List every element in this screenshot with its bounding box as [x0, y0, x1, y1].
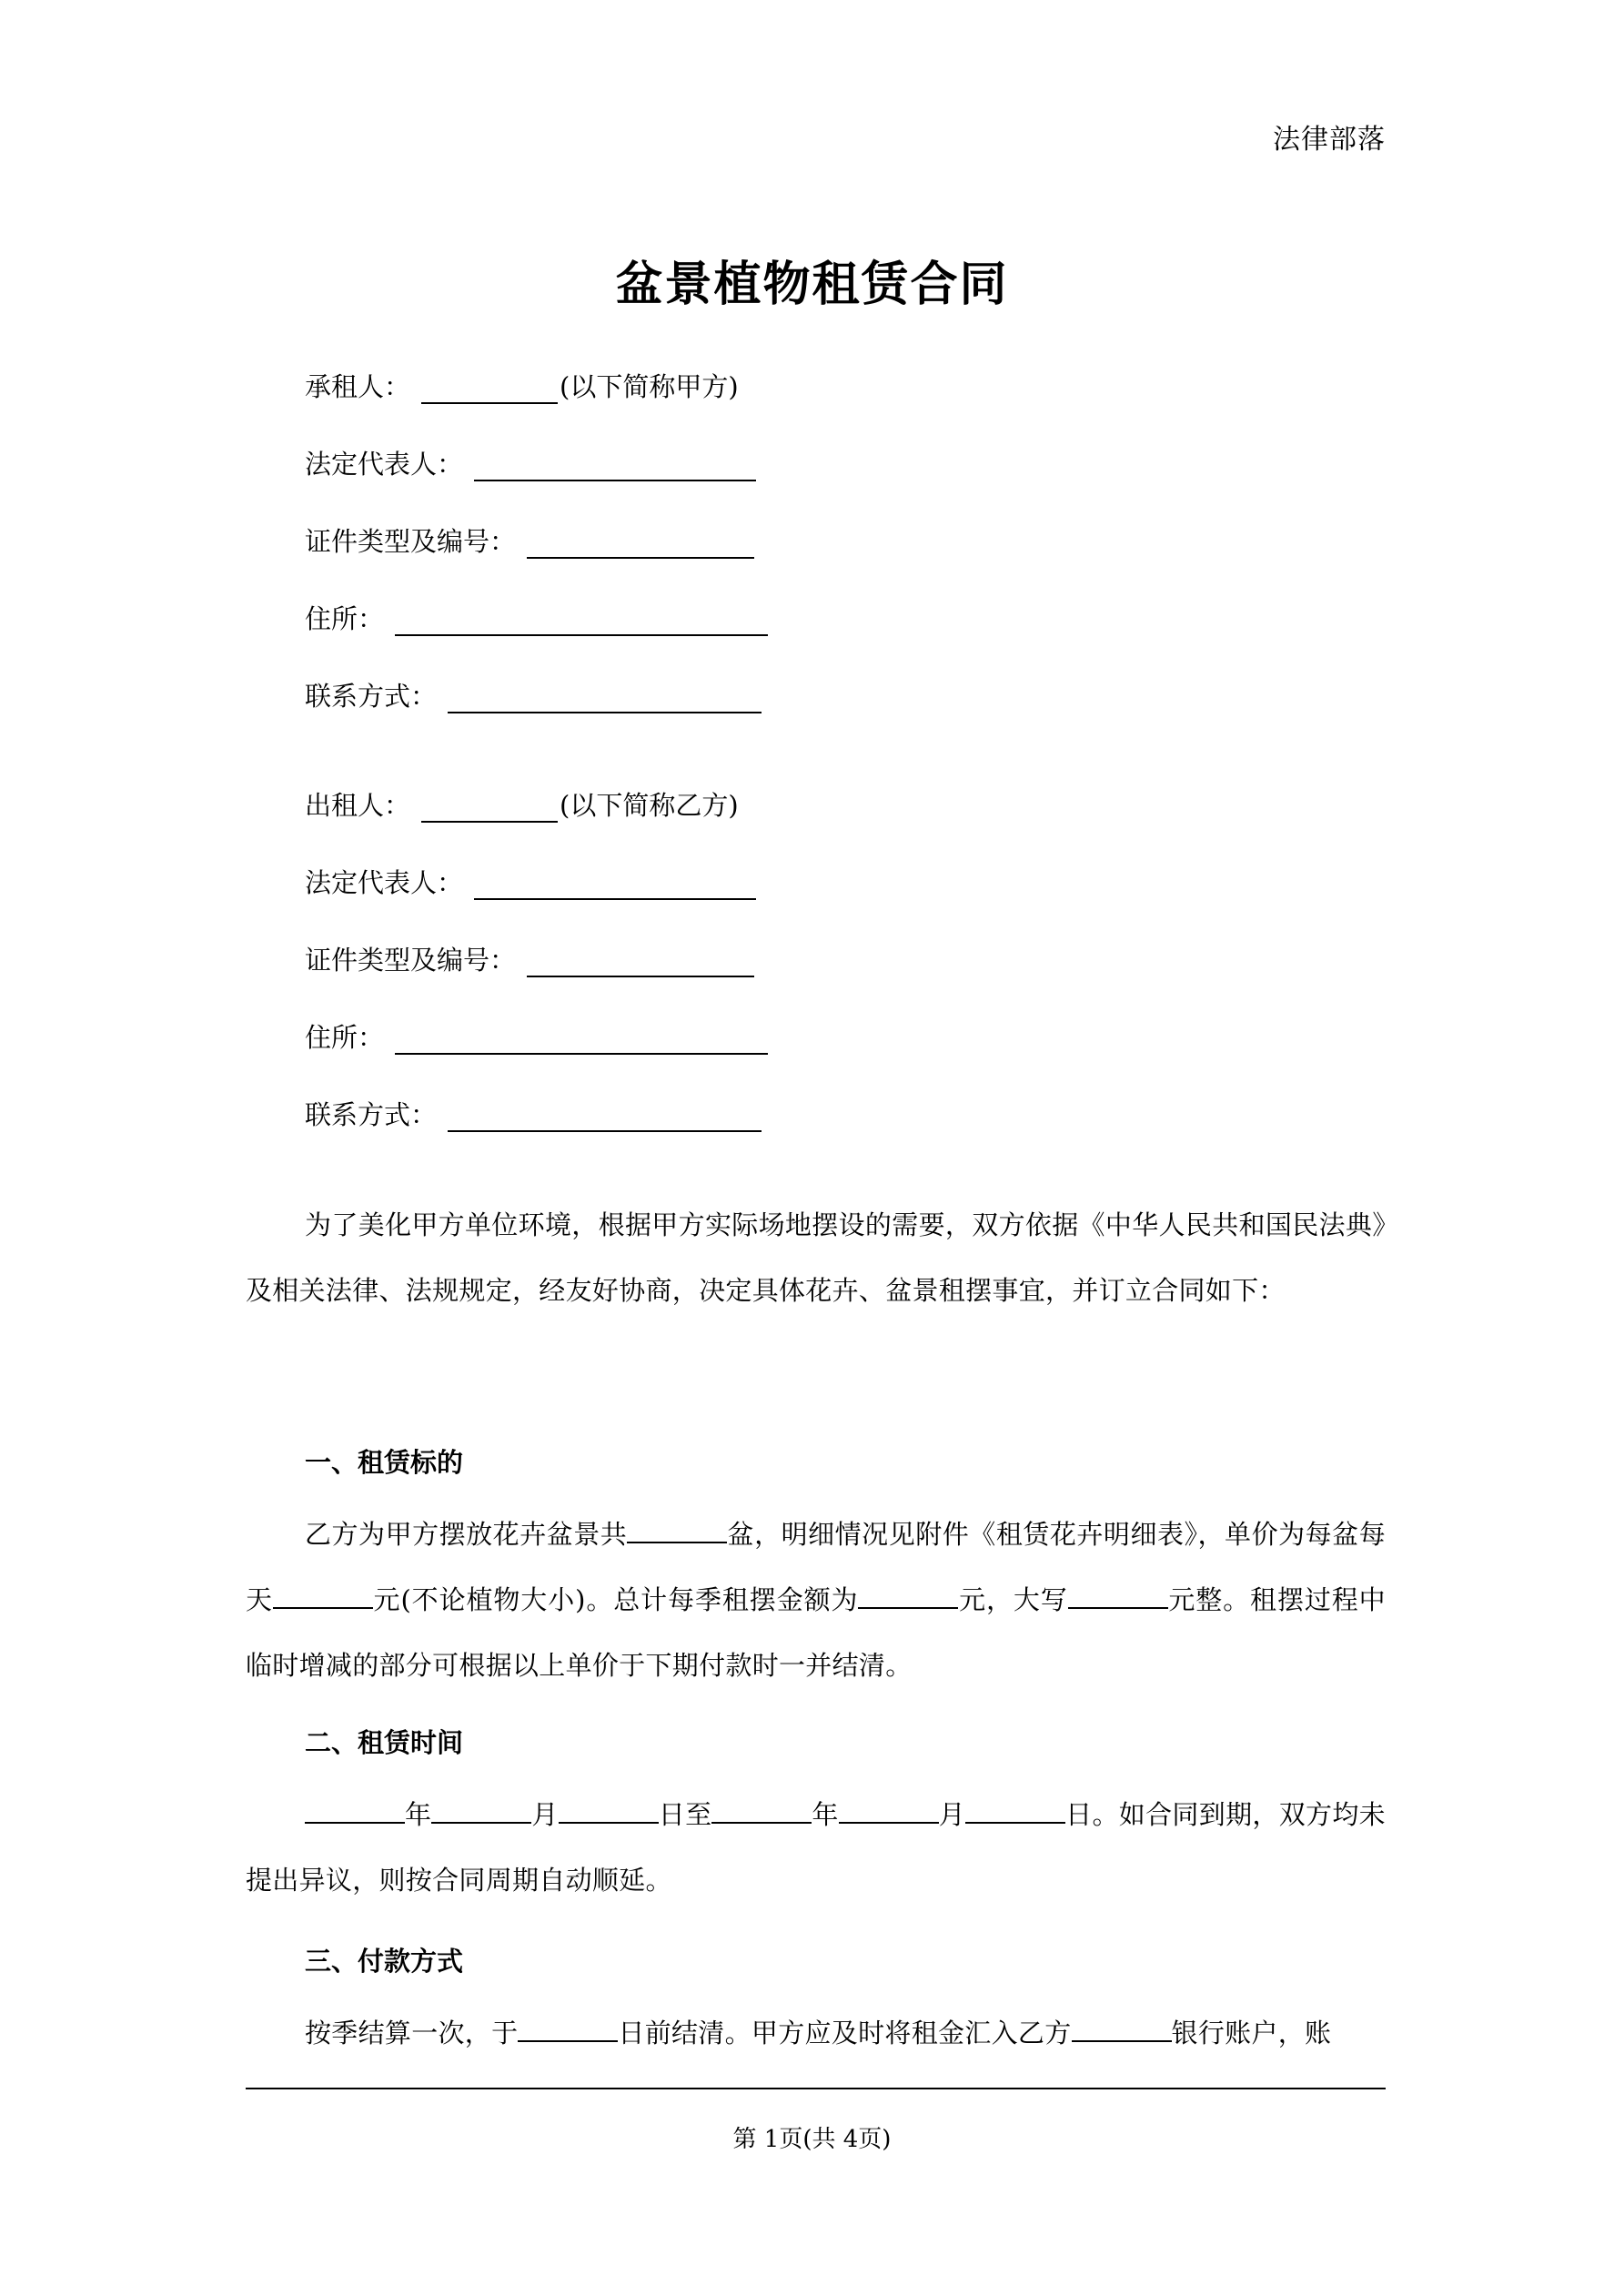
- blank-line[interactable]: [711, 1798, 812, 1824]
- party-a-id-field: [305, 521, 754, 559]
- party-b-address-field: [305, 1017, 768, 1055]
- footer-divider: [246, 2088, 1386, 2089]
- party-a-lessee-field: [305, 367, 739, 404]
- blank-line[interactable]: [395, 609, 768, 636]
- field-suffix: (以下简称乙方): [560, 790, 739, 821]
- section-2-paragraph: [246, 1782, 1386, 1913]
- party-a-legal-rep-field: [305, 444, 756, 481]
- field-label: 证件类型及编号：: [305, 945, 517, 976]
- blank-line[interactable]: [273, 1583, 373, 1609]
- header-brand: 法律部落: [1273, 124, 1386, 156]
- party-a-address-field: [305, 599, 768, 636]
- blank-line[interactable]: [431, 1798, 531, 1824]
- text-run: 银行账户，账: [1171, 2018, 1332, 2048]
- document-title: 盆景植物租赁合同: [615, 257, 1009, 312]
- field-label: 证件类型及编号：: [305, 526, 517, 557]
- party-b-id-field: [305, 940, 754, 977]
- section-heading-2: 二、租赁时间: [305, 1727, 464, 1758]
- section-heading-3: 三、付款方式: [305, 1946, 464, 1977]
- section-1-paragraph: [246, 1502, 1386, 1698]
- field-label: 联系方式：: [305, 681, 438, 712]
- text-run: 年: [812, 1799, 839, 1830]
- text-run: 日。如合同到期，双方均未提出异议，则按合同周期自动顺延。: [246, 1799, 1386, 1896]
- field-suffix: (以下简称甲方): [560, 371, 739, 402]
- blank-line[interactable]: [421, 795, 558, 823]
- blank-line[interactable]: [474, 873, 756, 900]
- text-run: 元整。租摆过程中临时增减的部分可根据以上单价于下期付款时一并结清。: [246, 1584, 1386, 1681]
- blank-line[interactable]: [448, 686, 762, 713]
- blank-line[interactable]: [474, 454, 756, 481]
- blank-line[interactable]: [858, 1583, 958, 1609]
- blank-line[interactable]: [518, 2017, 618, 2042]
- blank-line[interactable]: [421, 377, 558, 404]
- party-b-legal-rep-field: [305, 863, 756, 900]
- text-run: 月: [938, 1799, 966, 1830]
- blank-line[interactable]: [1068, 1583, 1168, 1609]
- section-heading-1: 一、租赁标的: [305, 1447, 464, 1478]
- blank-line[interactable]: [448, 1105, 762, 1132]
- field-label: 联系方式：: [305, 1099, 438, 1130]
- blank-line[interactable]: [395, 1027, 768, 1055]
- text-run: 元(不论植物大小)。总计每季租摆金额为: [372, 1584, 859, 1615]
- text-run: 月: [531, 1799, 559, 1830]
- blank-line[interactable]: [305, 1798, 405, 1824]
- field-label: 住所：: [305, 603, 385, 634]
- text-run: 按季结算一次，于: [305, 2018, 519, 2048]
- blank-line[interactable]: [527, 950, 754, 977]
- text-run: 盆，明细情况见附件《租赁花卉明细表》，单价为每盆每天: [246, 1519, 1386, 1615]
- blank-line[interactable]: [559, 1798, 659, 1824]
- text-run: 乙方为甲方摆放花卉盆景共: [305, 1519, 628, 1550]
- field-label: 出租人：: [305, 790, 411, 821]
- text-run: 日至: [658, 1799, 712, 1830]
- page-number: 第 1页(共 4页): [732, 2126, 892, 2153]
- blank-line[interactable]: [627, 1518, 727, 1543]
- blank-line[interactable]: [527, 531, 754, 559]
- blank-line[interactable]: [965, 1798, 1065, 1824]
- field-label: 承租人：: [305, 371, 411, 402]
- text-run: 年: [405, 1799, 432, 1830]
- text-run: 元，大写: [958, 1584, 1068, 1615]
- field-label: 住所：: [305, 1022, 385, 1053]
- section-3-paragraph: [246, 2000, 1386, 2066]
- field-label: 法定代表人：: [305, 867, 464, 898]
- text-run: 日前结清。甲方应及时将租金汇入乙方: [618, 2018, 1072, 2048]
- party-a-contact-field: [305, 676, 762, 713]
- blank-line[interactable]: [839, 1798, 939, 1824]
- intro-paragraph: 为了美化甲方单位环境，根据甲方实际场地摆设的需要，双方依据《中华人民共和国民法典》及相关法律、法规规定，经友好协商，决定具体花卉、盆景租摆事宜，并订立合同如下：: [246, 1209, 1386, 1306]
- party-b-contact-field: [305, 1095, 762, 1132]
- field-label: 法定代表人：: [305, 449, 464, 480]
- party-b-lessor-field: [305, 785, 739, 823]
- blank-line[interactable]: [1072, 2017, 1172, 2042]
